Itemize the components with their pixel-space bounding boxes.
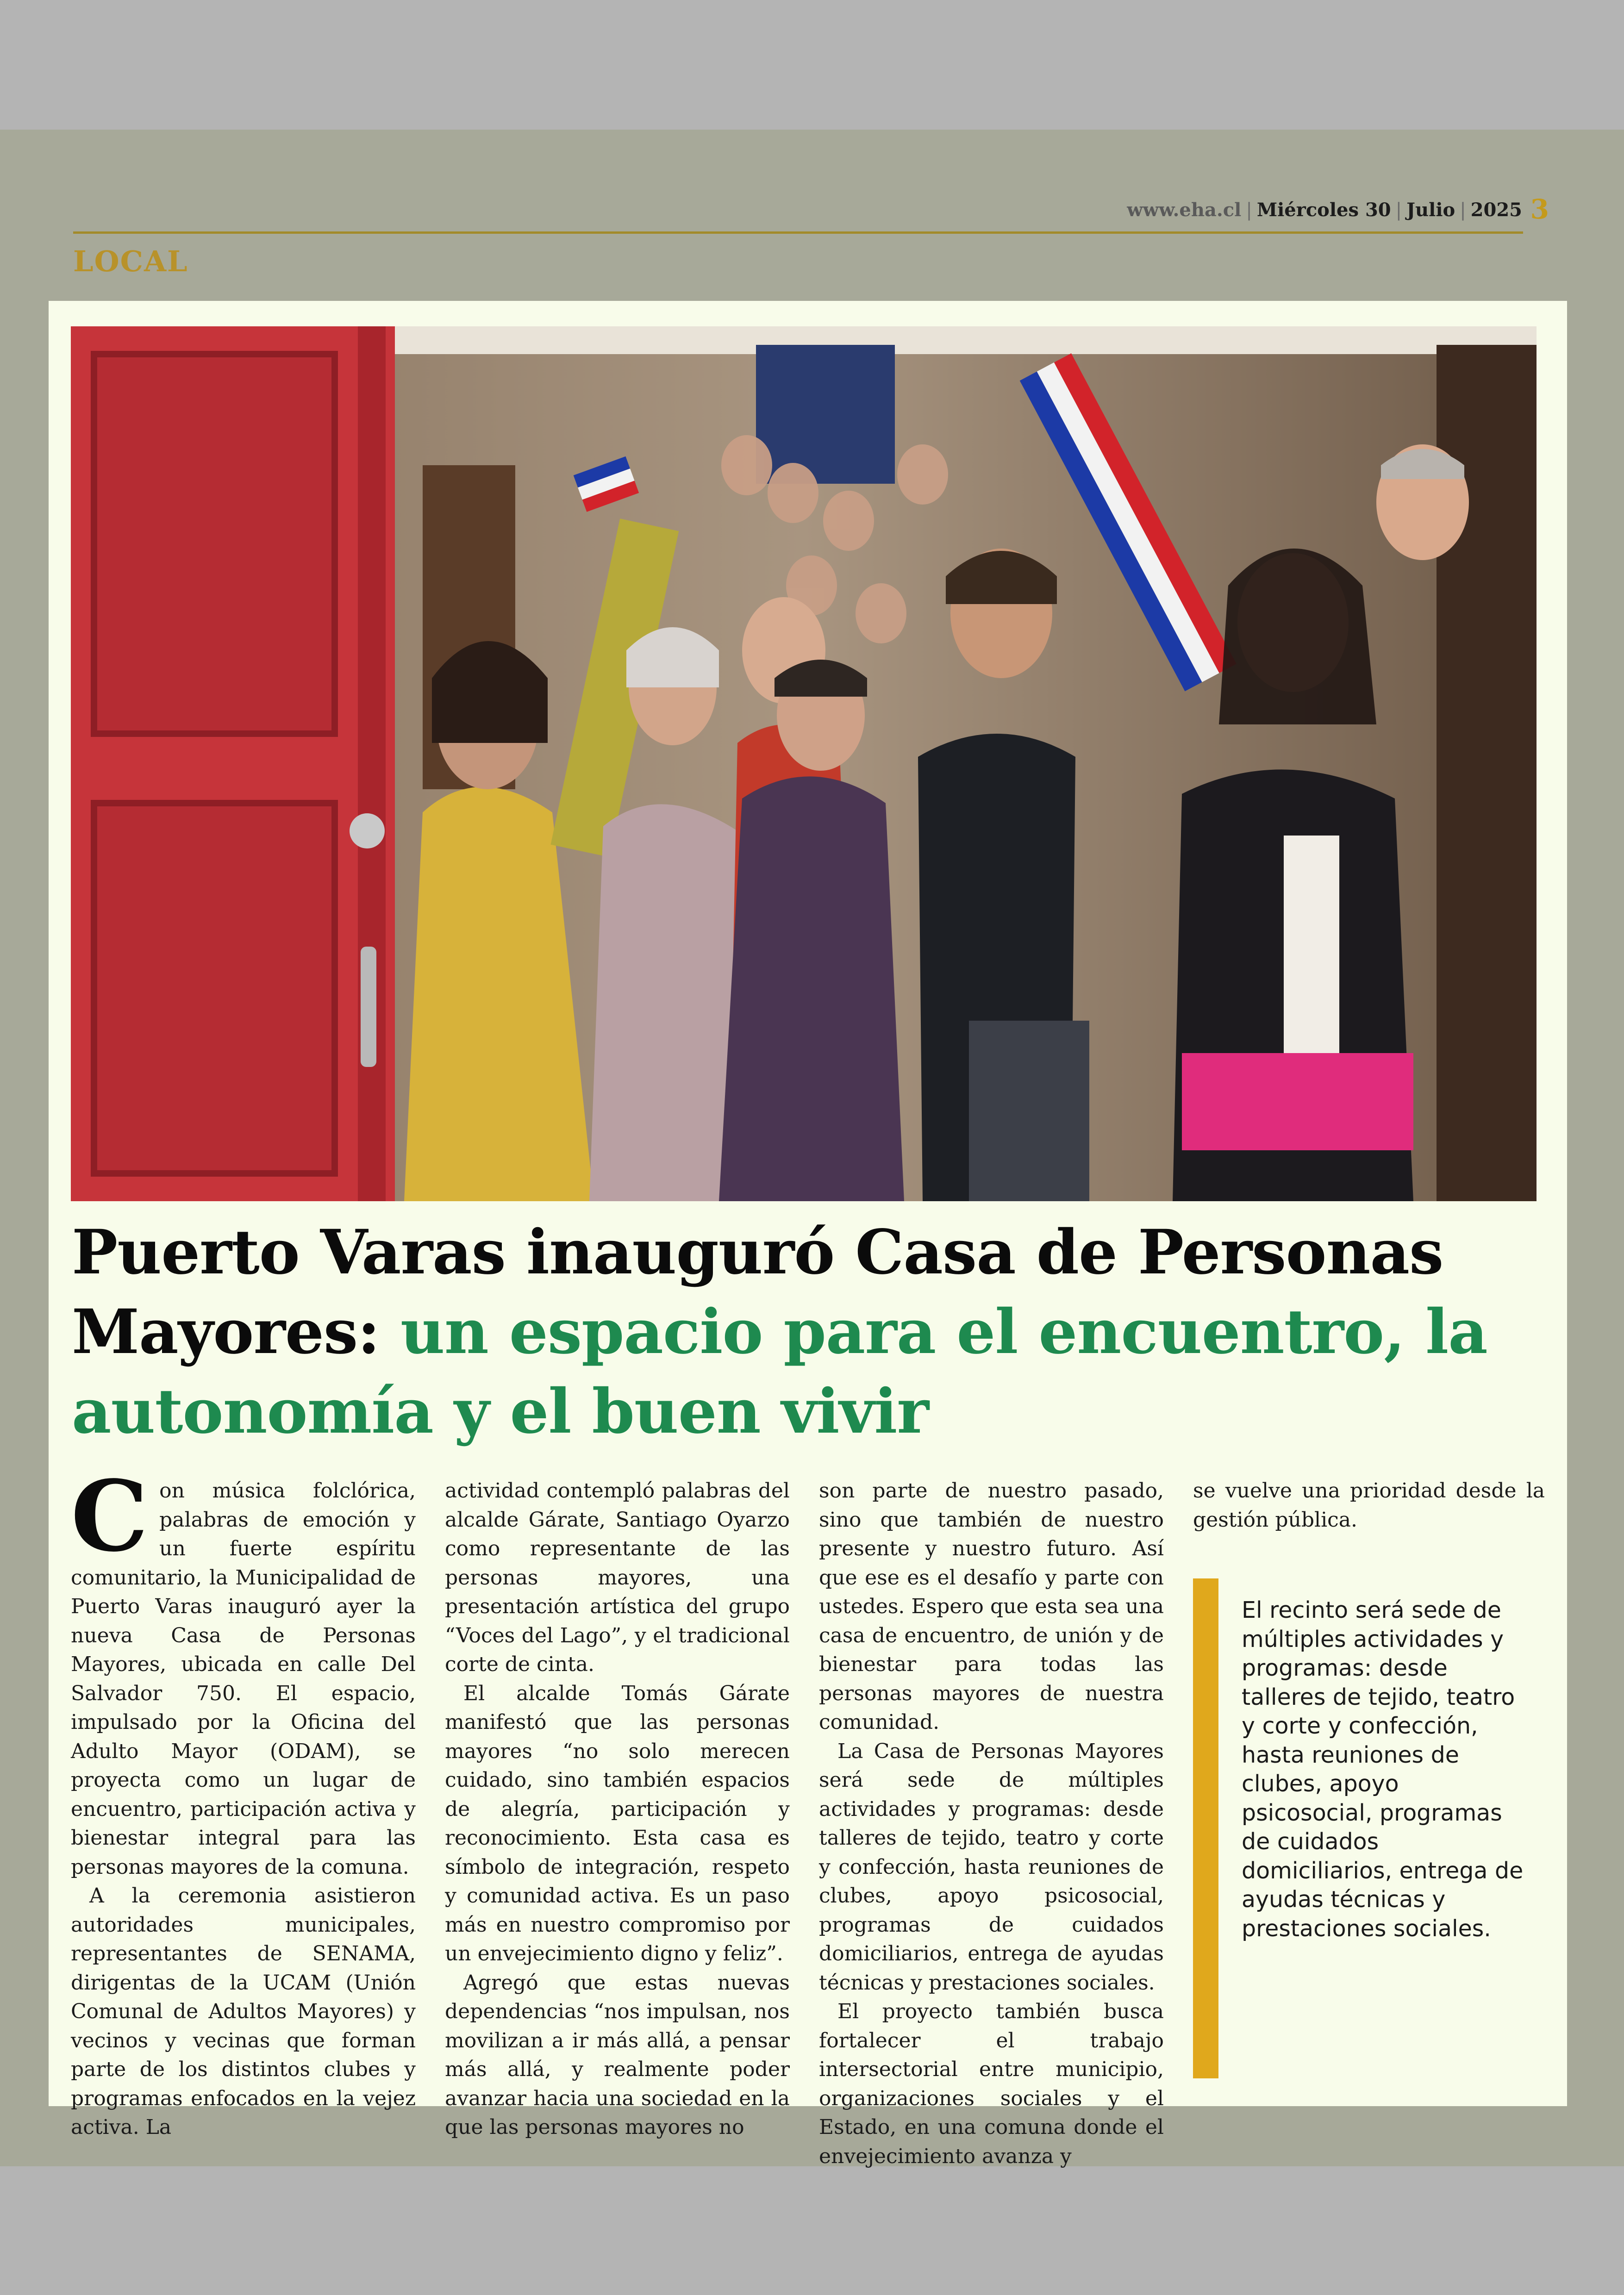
paragraph: El alcalde Tomás Gárate manifestó que las personas mayores “no solo merecen cuidado, sino también espacios de alegría, participación y reconocimiento. Esta casa es símbolo de integración, respeto y comunidad activa. Es un paso más en nuestro compromiso por un envejecimiento digno y feliz”. (445, 1681, 790, 1965)
headline-subtitle: un espacio para el encuentro, la autonomía y el buen vivir (72, 1296, 1487, 1447)
paragraph: se vuelve una prioridad desde la gestión pública. (1193, 1479, 1545, 1532)
separator: | (1246, 200, 1252, 221)
separator: | (1460, 200, 1466, 221)
body-column-3 (819, 1477, 1164, 2171)
article-body (71, 1459, 1545, 2168)
paragraph: actividad contempló palabras del alcalde Gárate, Santiago Oyarzo como representante de las personas mayores, una presentación artística del grupo “Voces del Lago”, y el tradicional corte de cinta. (445, 1479, 790, 1676)
header-rule (73, 231, 1523, 234)
paragraph: Agregó que estas nuevas dependencias “nos impulsan, nos movilizan a ir más allá, a pensar más allá, y realmente poder avanzar hacia una sociedad en la que las personas mayores no (445, 1971, 790, 2139)
pull-quote-text: El recinto será sede de múltiples actividades y programas: desde talleres de tejido, teatro y corte y confección, hasta reuniones de clubes, apoyo psicosocial, programas de cuidados domiciliarios, entrega de ayudas técnicas y prestaciones sociales. (1242, 1597, 1524, 1942)
newspaper-page (0, 130, 1624, 2166)
paragraph: La Casa de Personas Mayores será sede de múltiples actividades y programas: desde talleres de tejido, teatro y corte y confección, hasta reuniones de clubes, apoyo psicosocial, programas de cuidados domiciliarios, entrega de ayudas técnicas y prestaciones sociales. (819, 1739, 1164, 1995)
ribbon-cutting-photo (71, 326, 1537, 1201)
page-number: 3 (1530, 193, 1549, 225)
website-link[interactable]: www.eha.cl (1127, 199, 1242, 221)
pull-quote (1193, 1578, 1536, 2078)
header-month: Julio (1406, 199, 1455, 221)
header-year: 2025 (1470, 199, 1522, 221)
body-column-4 (1193, 1477, 1545, 1534)
article-headline (72, 1213, 1539, 1452)
separator: | (1395, 200, 1402, 221)
headline-main: Puerto Varas inauguró Casa de Personas Mayores: (72, 1216, 1443, 1368)
body-column-1 (71, 1459, 416, 2142)
header-date: Miércoles 30 (1256, 199, 1391, 221)
section-label: LOCAL (73, 244, 188, 278)
body-column-2 (445, 1477, 790, 2142)
paragraph: El proyecto también busca fortalecer el trabajo intersectorial entre municipio, organizaciones sociales y el Estado, en una comuna donde el envejecimiento avanza y (819, 2000, 1164, 2168)
paragraph: son parte de nuestro pasado, sino que también de nuestro presente y nuestro futuro. Así que ese es el desafío y parte con ustedes. Espero que esta sea una casa de encuentro, de unión y de bienestar para todas las personas mayores de nuestra comunidad. (819, 1479, 1164, 1734)
pull-quote-bar (1193, 1578, 1218, 2078)
article-panel (49, 301, 1567, 2168)
article-photo (71, 326, 1537, 1201)
drop-cap: C (71, 1459, 149, 1573)
paragraph: Con música folclórica, palabras de emoción y un fuerte espíritu comunitario, la Municipalidad de Puerto Varas inauguró ayer la nueva Casa de Personas Mayores, ubicada en calle Del Salvador 750. El espacio, impulsado por la Oficina del Adulto Mayor (ODAM), se proyecta como un lugar de encuentro, participación activa y bienestar integral para las personas mayores de la comuna. (71, 1459, 416, 1879)
page-header-meta (1127, 199, 1522, 227)
paragraph: A la ceremonia asistieron autoridades municipales, representantes de SENAMA, dirigentas de la UCAM (Unión Comunal de Adultos Mayores) y vecinos y vecinas que forman parte de los distintos clubes y programas enfocados en la vejez activa. La (71, 1884, 416, 2139)
